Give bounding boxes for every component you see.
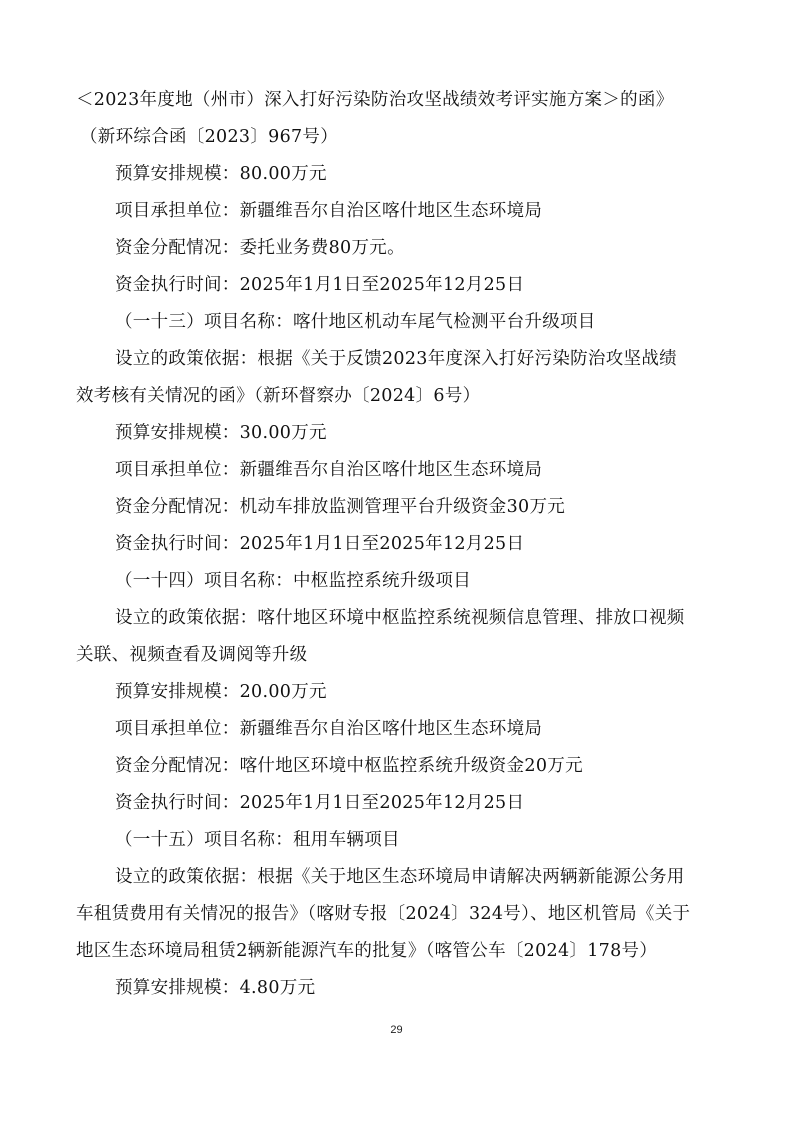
text-line: 资金分配情况：委托业务费80万元。 [115,238,405,258]
text-line: 设立的政策依据：喀什地区环境中枢监控系统视频信息管理、排放口视频 [115,608,685,628]
text-line: 预算安排规模：30.00万元 [115,423,327,443]
page-number: 29 [390,1024,403,1036]
text-line: 资金执行时间：2025年1月1日至2025年12月25日 [115,275,525,295]
text-line: 预算安排规模：4.80万元 [115,978,316,998]
text-line: （新环综合函〔2023〕967号） [80,127,339,147]
text-line: 关联、视频查看及调阅等升级 [76,645,308,665]
text-line: 设立的政策依据：根据《关于地区生态环境局申请解决两辆新能源公务用 [115,867,685,887]
text-line: 项目承担单位：新疆维吾尔自治区喀什地区生态环境局 [115,719,543,739]
text-line: ＜2023年度地（州市）深入打好污染防治攻坚战绩效考评实施方案＞的函》 [76,90,674,110]
text-line: 车租赁费用有关情况的报告》（喀财专报〔2024〕324号）、地区机管局《关于 [76,904,691,924]
section-heading: （一十五）项目名称：租用车辆项目 [115,830,400,850]
section-heading: （一十四）项目名称：中枢监控系统升级项目 [115,571,471,591]
text-line: 地区生态环境局租赁2辆新能源汽车的批复》（喀管公车〔2024〕178号） [76,941,658,961]
text-line: 资金执行时间：2025年1月1日至2025年12月25日 [115,534,525,554]
text-line: 预算安排规模：80.00万元 [115,164,327,184]
text-line: 项目承担单位：新疆维吾尔自治区喀什地区生态环境局 [115,460,543,480]
section-heading: （一十三）项目名称：喀什地区机动车尾气检测平台升级项目 [115,312,596,332]
text-line: 预算安排规模：20.00万元 [115,682,327,702]
text-line: 资金执行时间：2025年1月1日至2025年12月25日 [115,793,525,813]
text-line: 资金分配情况：机动车排放监测管理平台升级资金30万元 [115,497,566,517]
text-line: 项目承担单位：新疆维吾尔自治区喀什地区生态环境局 [115,201,543,221]
text-line: 设立的政策依据：根据《关于反馈2023年度深入打好污染防治攻坚战绩 [115,349,677,369]
text-line: 效考核有关情况的函》（新环督察办〔2024〕6号） [76,386,481,406]
text-line: 资金分配情况：喀什地区环境中枢监控系统升级资金20万元 [115,756,583,776]
